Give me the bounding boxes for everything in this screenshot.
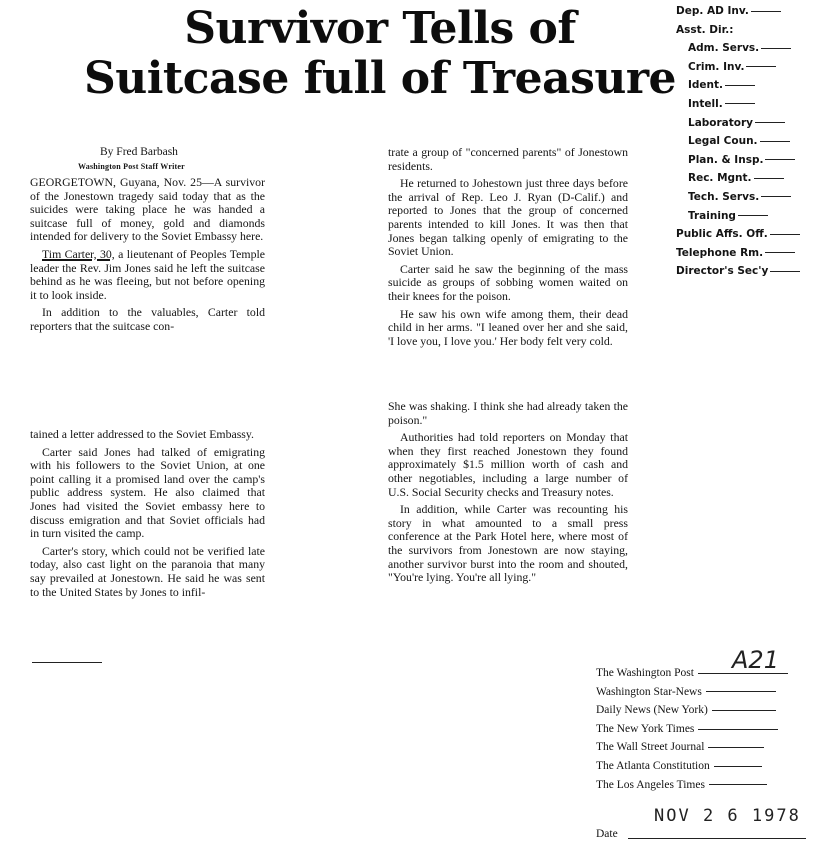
underlined-name: Tim Carter, 30,	[42, 246, 115, 261]
paragraph: Carter said he saw the beginning of the mass suicide as groups of sobbing women waited on their knees for the poison.	[388, 261, 628, 303]
routing-item: Tech. Servs.	[676, 188, 816, 207]
headline	[80, 4, 680, 104]
routing-item: Telephone Rm.	[676, 244, 816, 263]
paragraph: In addition, while Carter was recounting his story in what amounted to a small press conference at the Park Hotel here, where most of the survivors from Jonestown are now staying, another survivor burst into the room and shouted, "You're lying. You're all lying."	[388, 502, 628, 585]
date-stamp: NOV 2 6 1978	[654, 806, 801, 826]
routing-list	[676, 2, 816, 281]
routing-item: Dep. AD Inv.	[676, 2, 816, 21]
staff-writer: Washington Post Staff Writer	[78, 162, 185, 171]
column-end-rule	[32, 662, 102, 663]
routing-item: Legal Coun.	[676, 132, 816, 151]
paragraph: He returned to Johestown just three days before the arrival of Rep. Leo J. Ryan (D-Calif.) and reported to Jones that the group of concerned parents intended to kill Jones. It was then that Jones began talking openly of emigrating to the Soviet Union.	[388, 176, 628, 259]
paragraph: Authorities had told reporters on Monday that when they first reached Jonestown they found approximately $1.5 million worth of cash and other negotiables, including a large number of U.S. Social Security checks and Treasury notes.	[388, 430, 628, 499]
source-item: Daily News (New York)	[596, 701, 811, 720]
date-label: Date	[596, 828, 618, 840]
routing-item: Plan. & Insp.	[676, 151, 816, 170]
routing-item: Ident.	[676, 76, 816, 95]
source-item: The Wall Street Journal	[596, 738, 811, 757]
headline-line-1: Survivor Tells of	[184, 3, 576, 54]
paragraph: He saw his own wife among them, their dead child in her arms. "I leaned over her and she said, 'I love you, I love you.' Her body felt very cold.	[388, 306, 628, 348]
routing-item: Public Affs. Off.	[676, 225, 816, 244]
routing-item: Director's Sec'y	[676, 262, 816, 281]
paragraph: trate a group of "concerned parents" of Jonestown residents.	[388, 145, 628, 173]
routing-item: Training	[676, 207, 816, 226]
paragraph: tained a letter addressed to the Soviet Embassy.	[30, 427, 254, 441]
routing-item: Adm. Servs.	[676, 39, 816, 58]
paragraph	[30, 248, 265, 302]
headline-line-2: Suitcase full of Treasure	[83, 53, 677, 104]
paragraph: In addition to the valuables, Carter told reporters that the suitcase con-	[30, 305, 265, 333]
source-item: Washington Star-News	[596, 683, 811, 702]
source-item: The Washington Post	[596, 664, 811, 683]
paragraph: Carter's story, which could not be verified late today, also cast light on the paranoia that many say prevailed at Jonestown. He said he was sent to the United States by Jones to infil-	[30, 543, 265, 599]
column-1-bottom	[30, 428, 265, 603]
routing-item: Intell.	[676, 95, 816, 114]
column-1-top	[30, 176, 265, 338]
paragraph: GEORGETOWN, Guyana, Nov. 25—A survivor of the Jonestown tragedy said today that as the suicides were taking place he was handed a suitcase full of money, gold and diamonds intended for delivery to the Soviet Embassy here.	[30, 175, 265, 244]
routing-item: Crim. Inv.	[676, 58, 816, 77]
newspaper-source-list	[596, 664, 811, 794]
source-item: The Los Angeles Times	[596, 776, 811, 795]
page-number-handwritten: A21	[732, 646, 779, 674]
routing-item: Laboratory	[676, 114, 816, 133]
paragraph-text: a lieutenant of Peoples Temple leader the Rev. Jim Jones said he left the suitcase behind as he was fleeing, but not before opening it to look inside.	[30, 246, 265, 302]
date-line	[628, 838, 806, 839]
byline: By Fred Barbash	[100, 146, 178, 158]
paragraph: She was shaking. I think she had already taken the poison."	[388, 399, 628, 427]
routing-item: Asst. Dir.:	[676, 23, 734, 36]
paragraph: Carter said Jones had talked of emigrating with his followers to the Soviet Union, at one point calling it a promised land over the camp's public address system. He also claimed that Jones had visited the Soviet embassy here to discuss emigration and that Soviet officials had in turn visited the camp.	[30, 444, 265, 541]
source-item: The New York Times	[596, 720, 811, 739]
source-item: The Atlanta Constitution	[596, 757, 811, 776]
column-2-top	[388, 146, 628, 352]
column-2-bottom	[388, 400, 628, 589]
routing-item: Rec. Mgnt.	[676, 169, 816, 188]
